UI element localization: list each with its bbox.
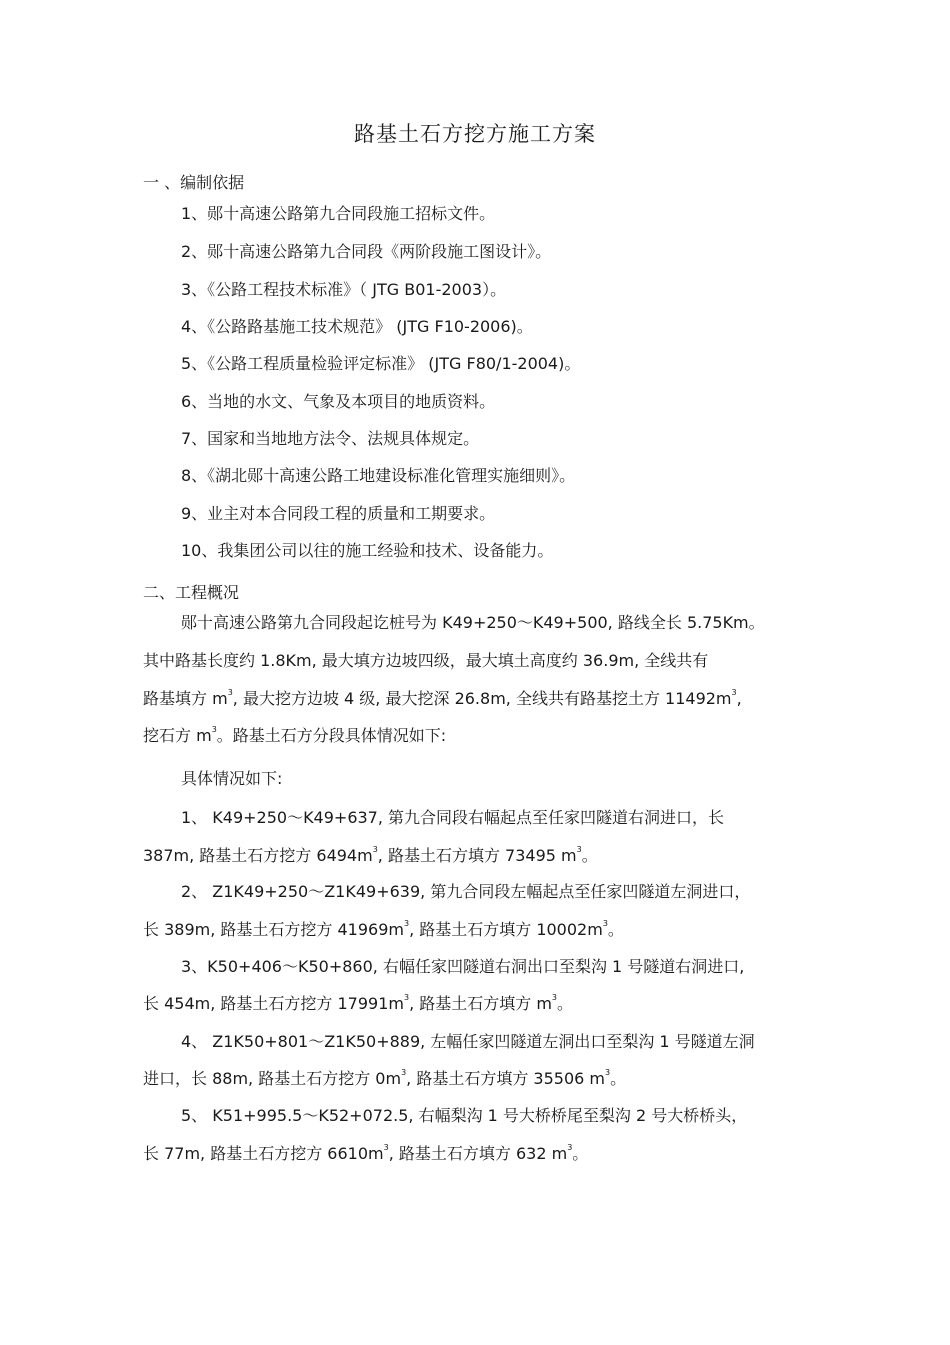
unit-superscript: 3 bbox=[403, 993, 410, 1002]
unit-superscript: 3 bbox=[731, 688, 737, 697]
basis-item-8: 8、《湖北郧十高速公路工地建设标准化管理实施细则》。 bbox=[181, 466, 576, 485]
section-heading-overview: 二、工程概况 bbox=[143, 583, 240, 602]
unit-superscript: 3 bbox=[602, 919, 608, 928]
detail-5-line-1: 5、 K51+995.5～K52+072.5, 右幅梨沟 1 号大桥桥尾至梨沟 2 号大桥桥头， bbox=[181, 1106, 748, 1125]
detail-2-line-2 bbox=[143, 919, 624, 941]
detail-3-line-1: 3、K50+406～K50+860, 右幅任家凹隧道右洞出口至梨沟 1 号隧道右洞进口, bbox=[181, 957, 745, 976]
detail-end: 。 bbox=[607, 920, 624, 939]
overview-rock-tail: 。路基土石方分段具体情况如下: bbox=[216, 726, 447, 745]
detail-cut: 进口，长 88m, 路基土石方挖方 0m bbox=[143, 1069, 402, 1088]
basis-item-6: 6、当地的水文、气象及本项目的地质资料。 bbox=[181, 392, 496, 411]
unit-superscript: 3 bbox=[605, 1068, 611, 1077]
overview-line-3 bbox=[143, 688, 742, 710]
basis-item-10: 10、我集团公司以往的施工经验和技术、设备能力。 bbox=[181, 541, 554, 560]
unit-superscript: 3 bbox=[211, 725, 217, 734]
unit-superscript: 3 bbox=[551, 993, 558, 1002]
unit-superscript: 3 bbox=[401, 1068, 407, 1077]
basis-item-3: 3、《公路工程技术标准》（ JTG B01-2003）。 bbox=[181, 280, 507, 299]
basis-item-5: 5、《公路工程质量检验评定标准》 (JTG F80/1-2004)。 bbox=[181, 354, 581, 373]
detail-fill: , 路基土石方填方 73495 m bbox=[377, 846, 577, 865]
detail-fill: , 路基土石方填方 35506 m bbox=[406, 1069, 605, 1088]
unit-superscript: 3 bbox=[383, 1143, 389, 1152]
detail-5-line-2 bbox=[143, 1143, 588, 1165]
unit-superscript: 3 bbox=[372, 845, 378, 854]
overview-line-1: 郧十高速公路第九合同段起讫桩号为 K49+250～K49+500, 路线全长 5.75Km。 bbox=[181, 613, 765, 632]
unit-superscript: 3 bbox=[403, 919, 410, 928]
overview-line-2: 其中路基长度约 1.8Km, 最大填方边坡四级，最大填土高度约 36.9m, 全线共有 bbox=[143, 651, 709, 670]
basis-item-4: 4、《公路路基施工技术规范》 (JTG F10-2006)。 bbox=[181, 317, 533, 336]
detail-cut: 长 77m, 路基土石方挖方 6610m bbox=[143, 1144, 384, 1163]
detail-cut: 长 389m, 路基土石方挖方 41969m bbox=[143, 920, 404, 939]
detail-fill: , 路基土石方填方 m bbox=[409, 994, 552, 1013]
detail-4-line-2 bbox=[143, 1068, 626, 1090]
detail-end: 。 bbox=[572, 1144, 589, 1163]
detail-fill: , 路基土石方填方 10002m bbox=[409, 920, 603, 939]
overview-comma: , bbox=[736, 689, 742, 708]
detail-2-line-1: 2、 Z1K49+250～Z1K49+639, 第九合同段左幅起点至任家凹隧道左洞进口， bbox=[181, 882, 751, 901]
details-intro: 具体情况如下: bbox=[181, 769, 283, 788]
detail-end: 。 bbox=[557, 994, 574, 1013]
basis-item-2: 2、郧十高速公路第九合同段《两阶段施工图设计》。 bbox=[181, 242, 552, 261]
detail-3-line-2 bbox=[143, 993, 573, 1015]
overview-fill-text: 路基填方 m bbox=[143, 689, 228, 708]
overview-rock-text: 挖石方 m bbox=[143, 726, 212, 745]
unit-superscript: 3 bbox=[227, 688, 233, 697]
detail-fill: , 路基土石方填方 632 m bbox=[388, 1144, 568, 1163]
basis-item-9: 9、业主对本合同段工程的质量和工期要求。 bbox=[181, 504, 496, 523]
detail-end: 。 bbox=[610, 1069, 627, 1088]
detail-end: 。 bbox=[581, 846, 598, 865]
document-title: 路基土石方挖方施工方案 bbox=[354, 122, 596, 146]
overview-cut-text: , 最大挖方边坡 4 级, 最大挖深 26.8m, 全线共有路基挖土方 11492m bbox=[232, 689, 732, 708]
unit-superscript: 3 bbox=[576, 845, 582, 854]
detail-4-line-1: 4、 Z1K50+801～Z1K50+889, 左幅任家凹隧道左洞出口至梨沟 1 号隧道左洞 bbox=[181, 1032, 755, 1051]
basis-item-1: 1、郧十高速公路第九合同段施工招标文件。 bbox=[181, 204, 496, 223]
detail-1-line-2 bbox=[143, 845, 598, 867]
section-heading-basis: 一 、编制依据 bbox=[143, 173, 245, 192]
detail-cut: 长 454m, 路基土石方挖方 17991m bbox=[143, 994, 404, 1013]
detail-1-line-1: 1、 K49+250～K49+637, 第九合同段右幅起点至任家凹隧道右洞进口，长 bbox=[181, 808, 725, 827]
detail-cut: 387m, 路基土石方挖方 6494m bbox=[143, 846, 373, 865]
overview-line-4 bbox=[143, 725, 446, 747]
unit-superscript: 3 bbox=[567, 1143, 573, 1152]
basis-item-7: 7、国家和当地地方法令、法规具体规定。 bbox=[181, 429, 480, 448]
